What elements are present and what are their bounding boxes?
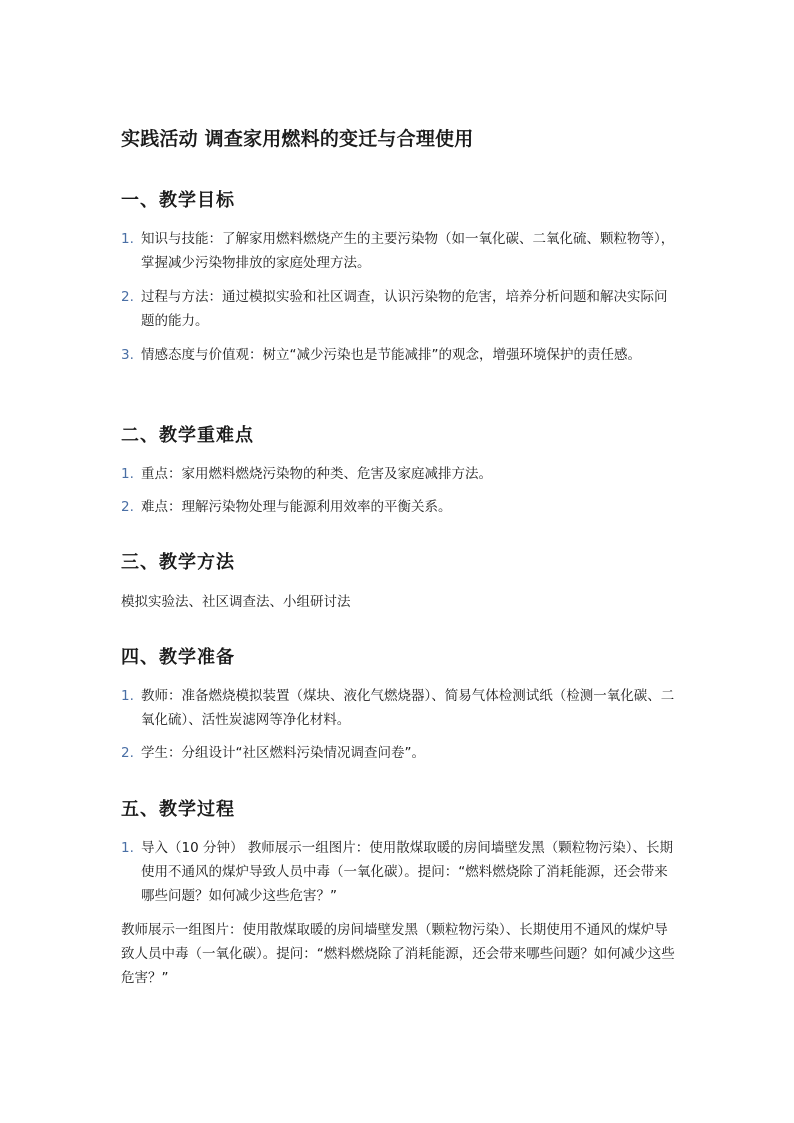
list-item: 3. 情感态度与价值观：树立“减少污染也是节能减排”的观念，增强环境保护的责任感。 bbox=[121, 347, 641, 363]
list-item: 2. 过程与方法：通过模拟实验和社区调查，认识污染物的危害，培养分析问题和解决实际问题的能力。 bbox=[121, 289, 668, 329]
section-heading-preparation: 四、教学准备 bbox=[121, 647, 235, 668]
section-heading-objectives: 一、教学目标 bbox=[121, 190, 235, 211]
process-paragraph: 教师展示一组图片：使用散煤取暖的房间墙壁发黑（颗粒物污染）、长期使用不通风的煤炉导致人员中毒（一氧化碳）。提问：“燃料燃烧除了消耗能源，还会带来哪些问题？如何减少这些危害？” bbox=[121, 922, 675, 986]
section-heading-key-points: 二、教学重难点 bbox=[121, 425, 254, 446]
process-list bbox=[121, 836, 676, 908]
document-title: 实践活动 调查家用燃料的变迁与合理使用 bbox=[121, 128, 474, 150]
list-item: 1. 重点：家用燃料燃烧污染物的种类、危害及家庭减排方法。 bbox=[121, 466, 492, 482]
list-item: 1. 教师：准备燃烧模拟装置（煤块、液化气燃烧器）、简易气体检测试纸（检测一氧化碳、二氧化硫）、活性炭滤网等净化材料。 bbox=[121, 688, 675, 728]
section-heading-process: 五、教学过程 bbox=[121, 799, 235, 820]
key-points-list bbox=[121, 462, 676, 519]
list-item: 1. 导入（10 分钟） 教师展示一组图片：使用散煤取暖的房间墙壁发黑（颗粒物污染）、长期使用不通风的煤炉导致人员中毒（一氧化碳）。提问：“燃料燃烧除了消耗能源，还会带来哪些问题？如何减少这些危害？” bbox=[121, 840, 674, 904]
list-item: 2. 难点：理解污染物处理与能源利用效率的平衡关系。 bbox=[121, 499, 452, 515]
methods-text: 模拟实验法、社区调查法、小组研讨法 bbox=[121, 594, 351, 610]
section-heading-methods: 三、教学方法 bbox=[121, 552, 235, 573]
preparation-list bbox=[121, 684, 676, 765]
list-item: 2. 学生：分组设计“社区燃料污染情况调查问卷”。 bbox=[121, 745, 425, 761]
objectives-list bbox=[121, 227, 676, 367]
list-item: 1. 知识与技能：了解家用燃料燃烧产生的主要污染物（如一氧化碳、二氧化硫、颗粒物等），掌握减少污染物排放的家庭处理方法。 bbox=[121, 231, 675, 271]
